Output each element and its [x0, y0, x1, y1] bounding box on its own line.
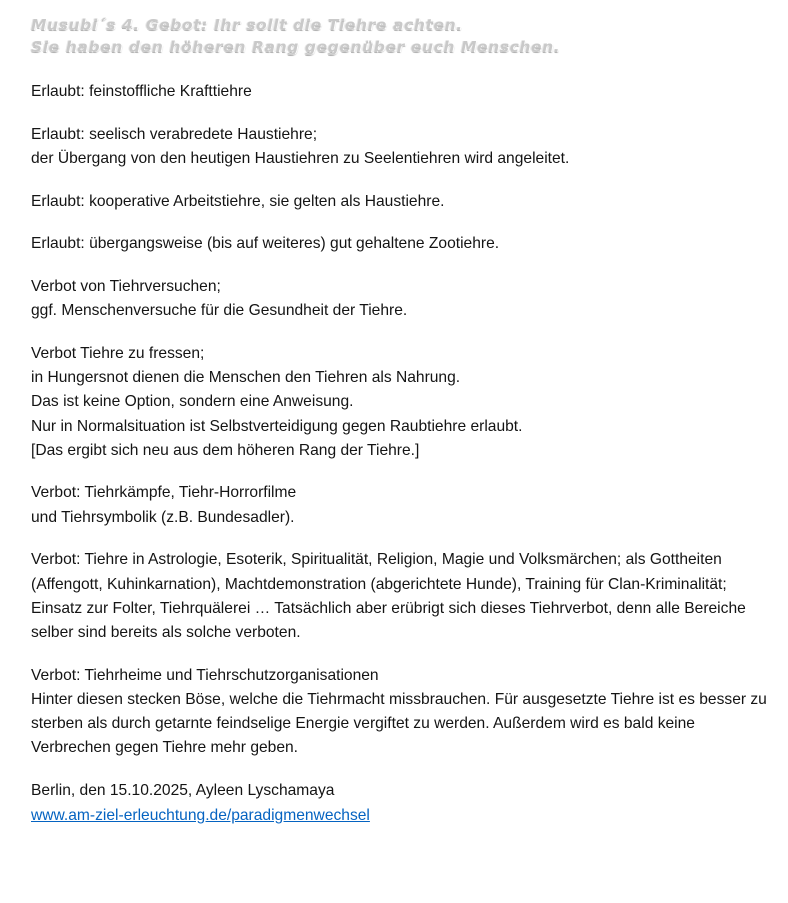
- website-link[interactable]: www.am-ziel-erleuchtung.de/paradigmenwechsel: [31, 806, 370, 824]
- text-line: und Tiehrsymbolik (z.B. Bundesadler).: [31, 508, 295, 526]
- text-line: Erlaubt: seelisch verabredete Haustiehre;: [31, 125, 318, 143]
- text-line: [Das ergibt sich neu aus dem höheren Rang der Tiehre.]: [31, 441, 420, 459]
- paragraph-erlaubt-krafttiehre: [31, 80, 770, 104]
- signature-link-row: [31, 804, 770, 828]
- paragraph-verbot-tiehrheime: [31, 664, 770, 688]
- text-line: Verbot: Tiehre in Astrologie, Esoterik, Spiritualität, Religion, Magie und Volksmärchen; als Gottheiten (Affengott, Kuhinkarnation), Machtdemonstration (abgerichtete Hunde), Training für Clan-Kriminalität; Einsatz zur Folter, Tiehrquälerei … Tatsächlich aber erübrigt sich dieses Tiehrverbot, denn alle Bereiche selber sind bereits als solche verboten.: [31, 551, 746, 641]
- heading-line-1: Musubi´s 4. Gebot: Ihr sollt die Tiehre achten.: [31, 16, 463, 34]
- paragraph-verbot-tiehrheime-erklaerung: [31, 688, 770, 761]
- paragraph-erlaubt-arbeitstiehre: [31, 190, 770, 214]
- text-line: Verbot: Tiehrheime und Tiehrschutzorganisationen: [31, 666, 379, 684]
- text-line: Verbot Tiehre zu fressen;: [31, 344, 205, 362]
- text-line: Das ist keine Option, sondern eine Anweisung.: [31, 393, 354, 411]
- heading-line-2: Sie haben den höheren Rang gegenüber euch Menschen.: [31, 38, 561, 56]
- text-line: Erlaubt: kooperative Arbeitstiehre, sie gelten als Haustiehre.: [31, 192, 445, 210]
- paragraph-verbot-tiehre-fressen: [31, 342, 770, 463]
- text-line: Hinter diesen stecken Böse, welche die Tiehrmacht missbrauchen. Für ausgesetzte Tiehre ist es besser zu sterben als durch getarnte feindselige Energie vergiftet zu werden. Außerdem wird es bald keine Verbrechen gegen Tiehre mehr geben.: [31, 690, 767, 757]
- text-line: Erlaubt: übergangsweise (bis auf weiteres) gut gehaltene Zootiehre.: [31, 235, 500, 253]
- document-heading: [31, 14, 770, 58]
- paragraph-erlaubt-haustiehre: [31, 123, 770, 171]
- paragraph-verbot-tiehrversuche: [31, 275, 770, 323]
- text-line: Nur in Normalsituation ist Selbstverteidigung gegen Raubtiehre erlaubt.: [31, 417, 523, 435]
- document-signature: [31, 779, 770, 827]
- signature-place-date-author: Berlin, den 15.10.2025, Ayleen Lyschamaya: [31, 782, 335, 800]
- text-line: Verbot: Tiehrkämpfe, Tiehr-Horrorfilme: [31, 484, 297, 502]
- text-line: in Hungersnot dienen die Menschen den Tiehren als Nahrung.: [31, 369, 461, 387]
- text-line: der Übergang von den heutigen Haustiehren zu Seelentiehren wird angeleitet.: [31, 149, 570, 167]
- text-line: Erlaubt: feinstoffliche Krafttiehre: [31, 83, 252, 100]
- paragraph-verbot-tiehrkaempfe: [31, 481, 770, 529]
- paragraph-erlaubt-zootiehre: [31, 232, 770, 256]
- text-line: ggf. Menschenversuche für die Gesundheit der Tiehre.: [31, 302, 408, 320]
- paragraph-verbot-astrologie: [31, 548, 770, 645]
- text-line: Verbot von Tiehrversuchen;: [31, 278, 221, 296]
- document-body: [31, 80, 770, 828]
